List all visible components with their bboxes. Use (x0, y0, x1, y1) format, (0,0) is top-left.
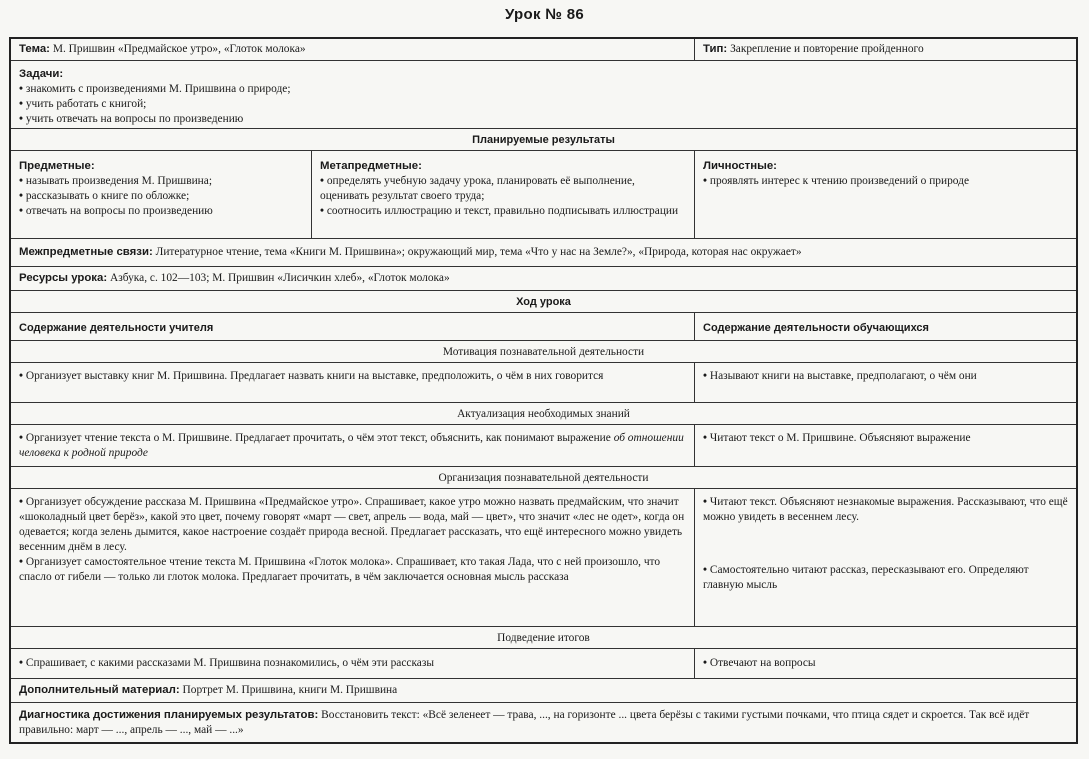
stage-heading-row (11, 403, 1076, 425)
subject-result-item: • рассказывать о книге по обложке; (19, 189, 303, 204)
lesson-title: Урок № 86 (504, 6, 585, 23)
objective-item: • учить отвечать на вопросы по произведению (19, 112, 1068, 127)
objectives-label: Задачи: (19, 68, 64, 80)
subject-result-item: • отвечать на вопросы по произведению (19, 204, 303, 219)
subject-results-cell (11, 151, 312, 238)
resources-row (11, 267, 1076, 291)
diagnostics-cell (11, 703, 1076, 742)
diagnostics-row (11, 703, 1076, 742)
meta-results-label: Метапредметные: (320, 160, 422, 172)
lesson-plan-table (9, 37, 1078, 744)
stage-row (11, 425, 1076, 467)
student-activity: • Называют книги на выставке, предполагают, о чём они (703, 369, 1068, 384)
subject-results-label: Предметные: (19, 160, 95, 172)
teacher-column-header: Содержание деятельности учителя (11, 313, 695, 340)
student-activity-cell (695, 363, 1076, 402)
teacher-activity: • Организует самостоятельное чтение текста М. Пришвина «Глоток молока». Спрашивает, кто такая Лада, что с ней произошло, что спасло от гибели — только ли глоток молока. Предлагает прочитать, в чём заключается основная мысль рассказа (19, 555, 686, 585)
type-label: Тип: (703, 43, 728, 55)
type-cell (695, 39, 1076, 60)
stage-heading-row (11, 467, 1076, 489)
teacher-activity-cell (11, 425, 695, 466)
personal-results-cell (695, 151, 1076, 238)
stage-heading-row (11, 341, 1076, 363)
resources-cell (11, 267, 1076, 290)
lesson-flow-heading-row (11, 291, 1076, 313)
stage-heading: Актуализация необходимых знаний (457, 408, 630, 420)
lesson-flow-heading: Ход урока (516, 296, 571, 308)
stage-heading: Подведение итогов (497, 632, 590, 644)
planned-results-heading-row (11, 129, 1076, 151)
type-value: Закрепление и повторение пройденного (730, 43, 924, 55)
student-activity-cell (695, 425, 1076, 466)
interdisciplinary-value: Литературное чтение, тема «Книги М. Пришвина»; окружающий мир, тема «Что у нас на Земле?», «Природа, которая нас окружает» (155, 246, 802, 258)
objective-item: • знакомить с произведениями М. Пришвина о природе; (19, 82, 1068, 97)
resources-value: Азбука, с. 102—103; М. Пришвин «Лисичкин хлеб», «Глоток молока» (110, 272, 450, 284)
stage-heading-row (11, 627, 1076, 649)
student-activity-cell (695, 649, 1076, 678)
teacher-activity: • Организует обсуждение рассказа М. Пришвина «Предмайское утро». Спрашивает, какое утро можно назвать предмайским, что значит «шоколадный цвет берёз», какой это цвет, почему говорят «март — свет, апрель — вода, май — цвет», что значит «лес не одет», когда он одевается; когда зелень дымится, какое настроение создаёт природа весной. Предлагает рассказать, что ещё интересного можно увидеть весенним днём в лесу. (19, 495, 686, 555)
teacher-activity-cell (11, 649, 695, 678)
teacher-activity-emphasis: об отношении человека к родной природе (19, 432, 684, 459)
teacher-activity-cell (11, 363, 695, 402)
student-activity: • Отвечают на вопросы (703, 656, 1068, 671)
student-activity: • Читают текст. Объясняют незнакомые выражения. Рассказывают, что ещё можно увидеть в весеннем лесу. (703, 495, 1068, 525)
personal-result-item: • проявлять интерес к чтению произведений о природе (703, 174, 1068, 189)
stage-row (11, 363, 1076, 403)
teacher-activity: • Спрашивает, с какими рассказами М. Пришвина познакомились, о чём эти рассказы (19, 656, 686, 671)
interdisciplinary-label: Межпредметные связи: (19, 246, 153, 258)
teacher-activity (19, 431, 686, 461)
lesson-flow-columns-row (11, 313, 1076, 341)
planned-results-row (11, 151, 1076, 239)
teacher-activity: • Организует выставку книг М. Пришвина. Предлагает назвать книги на выставке, предположить, о чём в них говорится (19, 369, 686, 384)
stage-heading: Мотивация познавательной деятельности (442, 346, 645, 358)
personal-results-label: Личностные: (703, 160, 777, 172)
objectives-cell (11, 61, 1076, 128)
meta-results-cell (312, 151, 695, 238)
teacher-activity-cell (11, 489, 695, 626)
topic-label: Тема: (19, 43, 50, 55)
extra-material-row (11, 679, 1076, 703)
student-activity: • Самостоятельно читают рассказ, пересказывают его. Определяют главную мысль (703, 563, 1068, 593)
objectives-row (11, 61, 1076, 129)
meta-result-item: • определять учебную задачу урока, планировать её выполнение, оценивать результат своего труда; (320, 174, 686, 204)
extra-material-value: Портрет М. Пришвина, книги М. Пришвина (182, 684, 398, 696)
extra-material-label: Дополнительный материал: (19, 684, 180, 696)
topic-value: М. Пришвин «Предмайское утро», «Глоток молока» (52, 43, 306, 55)
subject-result-item: • называть произведения М. Пришвина; (19, 174, 303, 189)
student-activity-cell (695, 489, 1076, 626)
teacher-activity-text: Организует чтение текста о М. Пришвине. Предлагает прочитать, о чём этот текст, объяснить, как понимают выражение (25, 432, 614, 444)
planned-results-heading: Планируемые результаты (472, 134, 615, 146)
stage-row (11, 649, 1076, 679)
meta-result-item: • соотносить иллюстрацию и текст, правильно подписывать иллюстрации (320, 204, 686, 219)
interdisciplinary-cell (11, 239, 1076, 266)
topic-row (11, 39, 1076, 61)
stage-row (11, 489, 1076, 627)
objective-item: • учить работать с книгой; (19, 97, 1068, 112)
student-column-header: Содержание деятельности обучающихся (703, 322, 929, 334)
extra-material-cell (11, 679, 1076, 702)
resources-label: Ресурсы урока: (19, 272, 108, 284)
stage-heading: Организация познавательной деятельности (438, 472, 649, 484)
diagnostics-value: Восстановить текст: «Всё зеленеет — трава, ..., на горизонте ... цвета берёзы с такими густыми почками, что птица сядет и скроется. Так всё идёт правильно: март — ..., апрель — ..., май — ...» (19, 709, 1030, 736)
interdisciplinary-row (11, 239, 1076, 267)
diagnostics-label: Диагностика достижения планируемых результатов: (19, 709, 319, 721)
student-activity: • Читают текст о М. Пришвине. Объясняют выражение (703, 431, 1068, 446)
topic-cell (11, 39, 695, 60)
